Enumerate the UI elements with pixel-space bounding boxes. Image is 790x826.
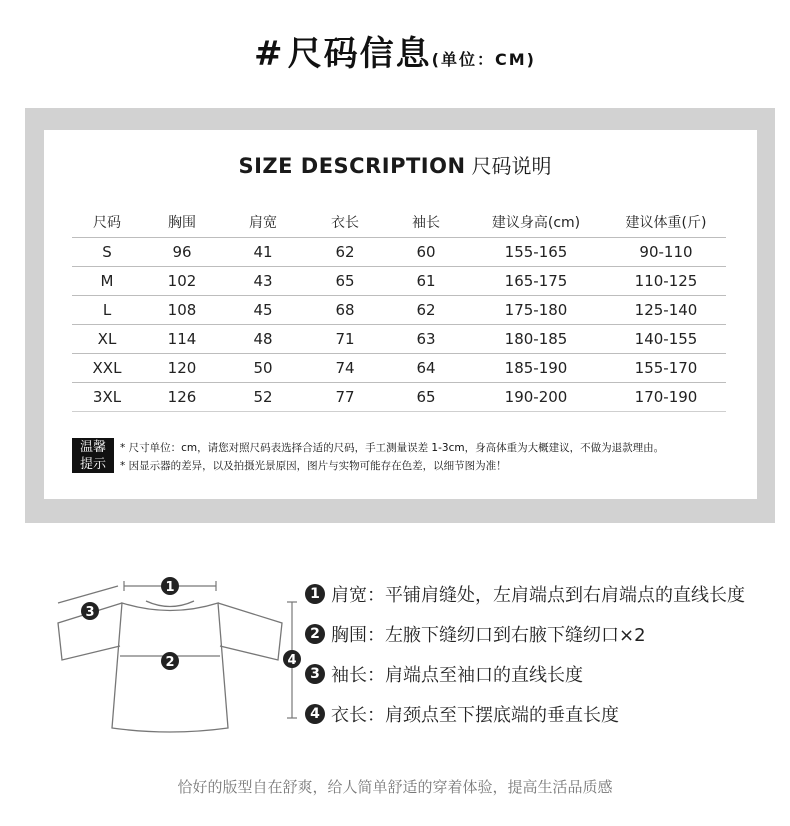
table-row bbox=[72, 353, 726, 382]
size-description-cn: 尺码说明 bbox=[471, 154, 552, 178]
column-header: 尺码 bbox=[72, 208, 142, 237]
tip-badge-bottom: 提示 bbox=[79, 457, 106, 472]
measurement-shoulder bbox=[305, 574, 745, 614]
table-cell: 155-170 bbox=[606, 353, 726, 382]
table-cell: 63 bbox=[386, 324, 466, 353]
table-cell: 52 bbox=[222, 382, 304, 411]
sleeve-measure-line bbox=[58, 586, 118, 603]
page-title bbox=[0, 26, 790, 75]
table-row bbox=[72, 324, 726, 353]
measurement-chest bbox=[305, 614, 745, 654]
table-cell: 185-190 bbox=[466, 353, 606, 382]
tip-badge bbox=[72, 438, 114, 473]
table-header-row bbox=[72, 208, 726, 237]
measurement-text: 肩宽：平铺肩缝处，左肩端点到右肩端点的直线长度 bbox=[331, 585, 745, 606]
size-description-title bbox=[0, 150, 790, 179]
table-cell: 140-155 bbox=[606, 324, 726, 353]
tip-line-1: * 尺寸单位：cm，请您对照尺码表选择合适的尺码，手工测量误差 1-3cm，身高体重为大概建议，不做为退款理由。 bbox=[120, 442, 665, 454]
hash-mark: # bbox=[254, 34, 283, 74]
tip-line-2: * 因显示器的差异，以及拍摄光景原因，图片与实物可能存在色差，以细节图为准！ bbox=[120, 460, 507, 472]
table-cell: 77 bbox=[304, 382, 386, 411]
size-table bbox=[72, 208, 726, 412]
table-cell: 114 bbox=[142, 324, 222, 353]
table-cell: 3XL bbox=[72, 382, 142, 411]
table-cell: 126 bbox=[142, 382, 222, 411]
table-cell: 41 bbox=[222, 237, 304, 266]
table-cell: 45 bbox=[222, 295, 304, 324]
measurement-length bbox=[305, 694, 745, 734]
measurement-list bbox=[305, 574, 745, 734]
number-4-icon: 4 bbox=[305, 704, 325, 724]
tip-badge-top: 温馨 bbox=[79, 440, 106, 455]
table-cell: L bbox=[72, 295, 142, 324]
number-3-icon: 3 bbox=[305, 664, 325, 684]
table-cell: XL bbox=[72, 324, 142, 353]
table-cell: 62 bbox=[386, 295, 466, 324]
footer-slogan: 恰好的版型自在舒爽，给人简单舒适的穿着体验，提高生活品质感 bbox=[177, 778, 613, 796]
table-cell: 125-140 bbox=[606, 295, 726, 324]
marker-4-icon bbox=[283, 650, 301, 668]
table-cell: 60 bbox=[386, 237, 466, 266]
table-cell: S bbox=[72, 237, 142, 266]
table-cell: 74 bbox=[304, 353, 386, 382]
table-cell: 65 bbox=[386, 382, 466, 411]
table-cell: 155-165 bbox=[466, 237, 606, 266]
table-cell: 108 bbox=[142, 295, 222, 324]
table-cell: 120 bbox=[142, 353, 222, 382]
column-header: 衣长 bbox=[304, 208, 386, 237]
svg-text:3: 3 bbox=[85, 605, 95, 620]
measurement-text: 衣长：肩颈点至下摆底端的垂直长度 bbox=[331, 705, 619, 726]
table-cell: 64 bbox=[386, 353, 466, 382]
table-cell: 165-175 bbox=[466, 266, 606, 295]
column-header: 袖长 bbox=[386, 208, 466, 237]
column-header: 胸围 bbox=[142, 208, 222, 237]
number-1-icon: 1 bbox=[305, 584, 325, 604]
table-cell: 180-185 bbox=[466, 324, 606, 353]
marker-3-icon bbox=[81, 602, 99, 620]
table-cell: 71 bbox=[304, 324, 386, 353]
table-cell: 48 bbox=[222, 324, 304, 353]
marker-1-icon bbox=[161, 577, 179, 595]
measurement-sleeve bbox=[305, 654, 745, 694]
table-cell: 68 bbox=[304, 295, 386, 324]
table-cell: 65 bbox=[304, 266, 386, 295]
measurement-text: 胸围：左腋下缝纫口到右腋下缝纫口×2 bbox=[331, 625, 646, 646]
column-header: 建议体重(斤) bbox=[606, 208, 726, 237]
table-row bbox=[72, 382, 726, 411]
unit-label: (单位：CM) bbox=[431, 50, 536, 69]
table-cell: M bbox=[72, 266, 142, 295]
svg-text:2: 2 bbox=[165, 655, 175, 670]
size-description-en: SIZE DESCRIPTION bbox=[238, 154, 466, 178]
measurement-text: 袖长：肩端点至袖口的直线长度 bbox=[331, 665, 583, 686]
table-row bbox=[72, 295, 726, 324]
table-cell: 190-200 bbox=[466, 382, 606, 411]
svg-text:1: 1 bbox=[165, 580, 175, 595]
number-2-icon: 2 bbox=[305, 624, 325, 644]
table-cell: 110-125 bbox=[606, 266, 726, 295]
table-cell: 170-190 bbox=[606, 382, 726, 411]
marker-2-icon bbox=[161, 652, 179, 670]
table-cell: 61 bbox=[386, 266, 466, 295]
table-cell: XXL bbox=[72, 353, 142, 382]
svg-text:4: 4 bbox=[287, 653, 297, 668]
garment-diagram bbox=[50, 568, 310, 738]
table-cell: 96 bbox=[142, 237, 222, 266]
table-cell: 175-180 bbox=[466, 295, 606, 324]
table-row bbox=[72, 237, 726, 266]
column-header: 肩宽 bbox=[222, 208, 304, 237]
column-header: 建议身高(cm) bbox=[466, 208, 606, 237]
table-row bbox=[72, 266, 726, 295]
page-title-text: 尺码信息 bbox=[287, 34, 432, 74]
table-cell: 90-110 bbox=[606, 237, 726, 266]
table-cell: 62 bbox=[304, 237, 386, 266]
table-cell: 102 bbox=[142, 266, 222, 295]
table-cell: 43 bbox=[222, 266, 304, 295]
table-cell: 50 bbox=[222, 353, 304, 382]
